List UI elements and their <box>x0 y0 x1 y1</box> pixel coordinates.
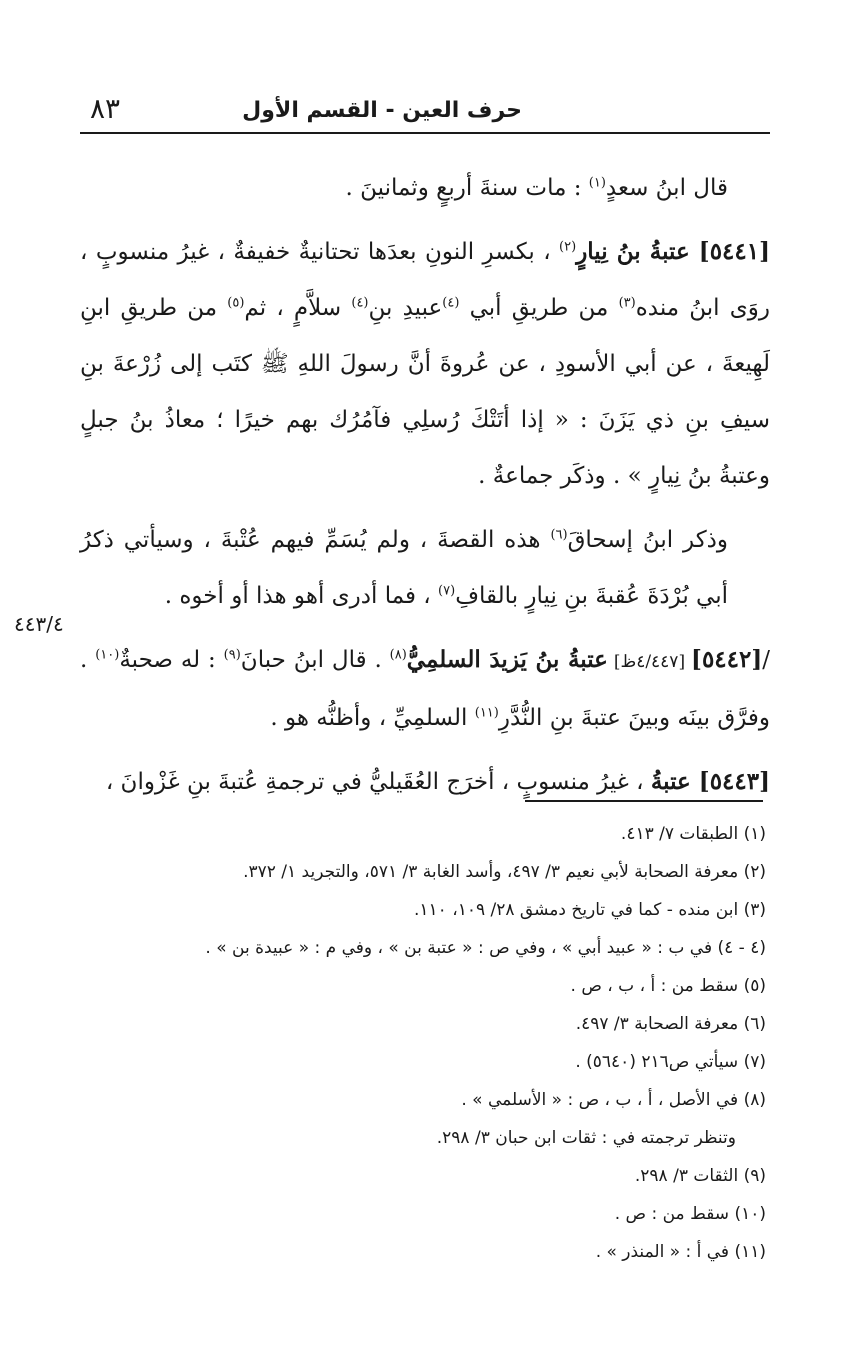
p2-text-b: من طريقِ أبي <box>459 295 619 321</box>
p1-text-b: : مات سنةَ أربعٍ وثمانينَ . <box>345 175 589 201</box>
footnote-item: (٨) في الأصل ، أ ، ب ، ص : « الأسلمي » . <box>461 1090 766 1110</box>
footnote-ref-1: (١) <box>588 175 606 191</box>
footnote-item: (١١) في أ : « المنذر » . <box>595 1242 766 1262</box>
main-text <box>80 160 770 818</box>
p2-text-d: سلاَّمٍ ، ثم <box>244 295 352 321</box>
running-title: حرف العين - القسم الأول <box>242 98 522 123</box>
footnote-item: (٤ - ٤) في ب : « عبيد أبي » ، وفي ص : « عتبة بن » ، وفي م : « عبيدة بن » . <box>205 938 766 958</box>
page-number: ٨٣ <box>90 92 121 125</box>
footnote-ref-7: (٧) <box>438 583 456 599</box>
footnote-ref-3: (٣) <box>618 295 636 311</box>
footnote-divider <box>525 800 763 802</box>
footnote-item: (١) الطبقات ٧/ ٤١٣. <box>620 824 766 844</box>
footnote-item: (٧) سيأتي ص٢١٦ (٥٦٤٠) . <box>575 1052 766 1072</box>
p4-text-d: السلمِيِّ ، وأظنُّه هو . <box>270 705 475 731</box>
entry-number: [٥٤٤٣] <box>698 768 770 795</box>
footnote-ref-6: (٦) <box>550 527 568 543</box>
entry-number: [٥٤٤١] <box>698 238 770 265</box>
p2-text-a: ، بكسرِ النونِ بعدَها تحتانيةٌ خفيفةٌ ، غيرُ منسوبٍ ، روَى ابنُ منده <box>80 239 770 321</box>
footnote-ref-8: (٨) <box>389 647 407 663</box>
entry-5441 <box>80 224 770 504</box>
footnote-ref-4-end: (٤) <box>351 295 369 311</box>
footnote-item: (١٠) سقط من : ص . <box>614 1204 766 1224</box>
p1-text-a: قال ابنُ سعدٍ <box>605 175 728 201</box>
p2-text-e: من طريقِ ابنِ لَهِيعةَ ، عن أبي الأسودِ ، عن عُروةَ أنَّ رسولَ اللهِ ﷺ كتَب إلى زُرْعةَ بنِ سيفِ بنِ ذي يَزَنَ : « إذا أتَتْكَ رُسلِي فآمُرُك بهم خيرًا ؛ معاذُ بنُ جبلٍ وعتبةُ بنُ نِيارٍ » . وذكَر جماعةٌ . <box>80 295 770 489</box>
footnote-ref-2: (٢) <box>559 239 577 255</box>
entry-5442 <box>80 632 770 746</box>
entry-number: [٥٤٤٢] <box>691 646 763 673</box>
entry-name: عتبةُ بنُ نِيارٍ <box>576 238 699 265</box>
p2-text-c: عبيدِ بنِ <box>368 295 443 321</box>
footnote-ref-10: (١٠) <box>95 647 120 663</box>
p4-text-a: . قال ابنُ حبانَ <box>240 647 390 673</box>
footnote-item: (٣) ابن منده - كما في تاريخ دمشق ٢٨/ ١٠٩، ١١٠. <box>414 900 766 920</box>
footnote-item-continued: وتنظر ترجمته في : ثقات ابن حبان ٣/ ٢٩٨. <box>436 1128 736 1148</box>
entry-name: عتبةُ بنُ يَزيدَ السلمِيُّ <box>406 646 608 673</box>
page-header <box>80 92 770 134</box>
p5-text-a: ، غيرُ منسوبٍ ، أخرَج العُقَيليُّ في ترجمةِ عُتبةَ بنِ غَزْوانَ ، <box>105 769 651 795</box>
entry-name: عتبةُ <box>650 768 699 795</box>
p3-text-a: وذكر ابنُ إسحاقَ <box>567 527 728 553</box>
footnote-ref-9: (٩) <box>223 647 241 663</box>
p4-text-c: . وفرَّق بينَه وبينَ عتبةَ بنِ النُّدَّرِ <box>80 647 770 731</box>
footnote-item: (٩) الثقات ٣/ ٢٩٨. <box>634 1166 766 1186</box>
manuscript-ref: [٤/٤٤٧ظ] <box>607 652 692 672</box>
footnote-item: (٢) معرفة الصحابة لأبي نعيم ٣/ ٤٩٧، وأسد الغابة ٣/ ٥٧١، والتجريد ١/ ٣٧٢. <box>243 862 766 882</box>
footnote-ref-11: (١١) <box>474 705 499 721</box>
page-break-mark: / <box>762 647 770 673</box>
footnote-ref-5: (٥) <box>227 295 245 311</box>
p4-text-b: : له صحبةٌ <box>119 647 224 673</box>
footnotes <box>80 815 766 1271</box>
footnote-ref-4: (٤) <box>442 295 460 311</box>
paragraph-3 <box>80 512 770 624</box>
footnote-item: (٦) معرفة الصحابة ٣/ ٤٩٧. <box>575 1014 766 1034</box>
paragraph-1 <box>80 160 770 216</box>
margin-reference: ٤٤٣/٤ <box>14 612 64 636</box>
p3-text-b: هذه القصةَ ، ولم يُسَمِّ فيهم عُتْبةَ ، وسيأتي ذكرُ أبي بُرْدَةَ عُقبةَ بنِ نِيارٍ بالقافِ <box>80 527 728 609</box>
footnote-item: (٥) سقط من : أ ، ب ، ص . <box>570 976 766 996</box>
p3-text-c: ، فما أدرى أهو هذا أو أخوه . <box>164 583 439 609</box>
